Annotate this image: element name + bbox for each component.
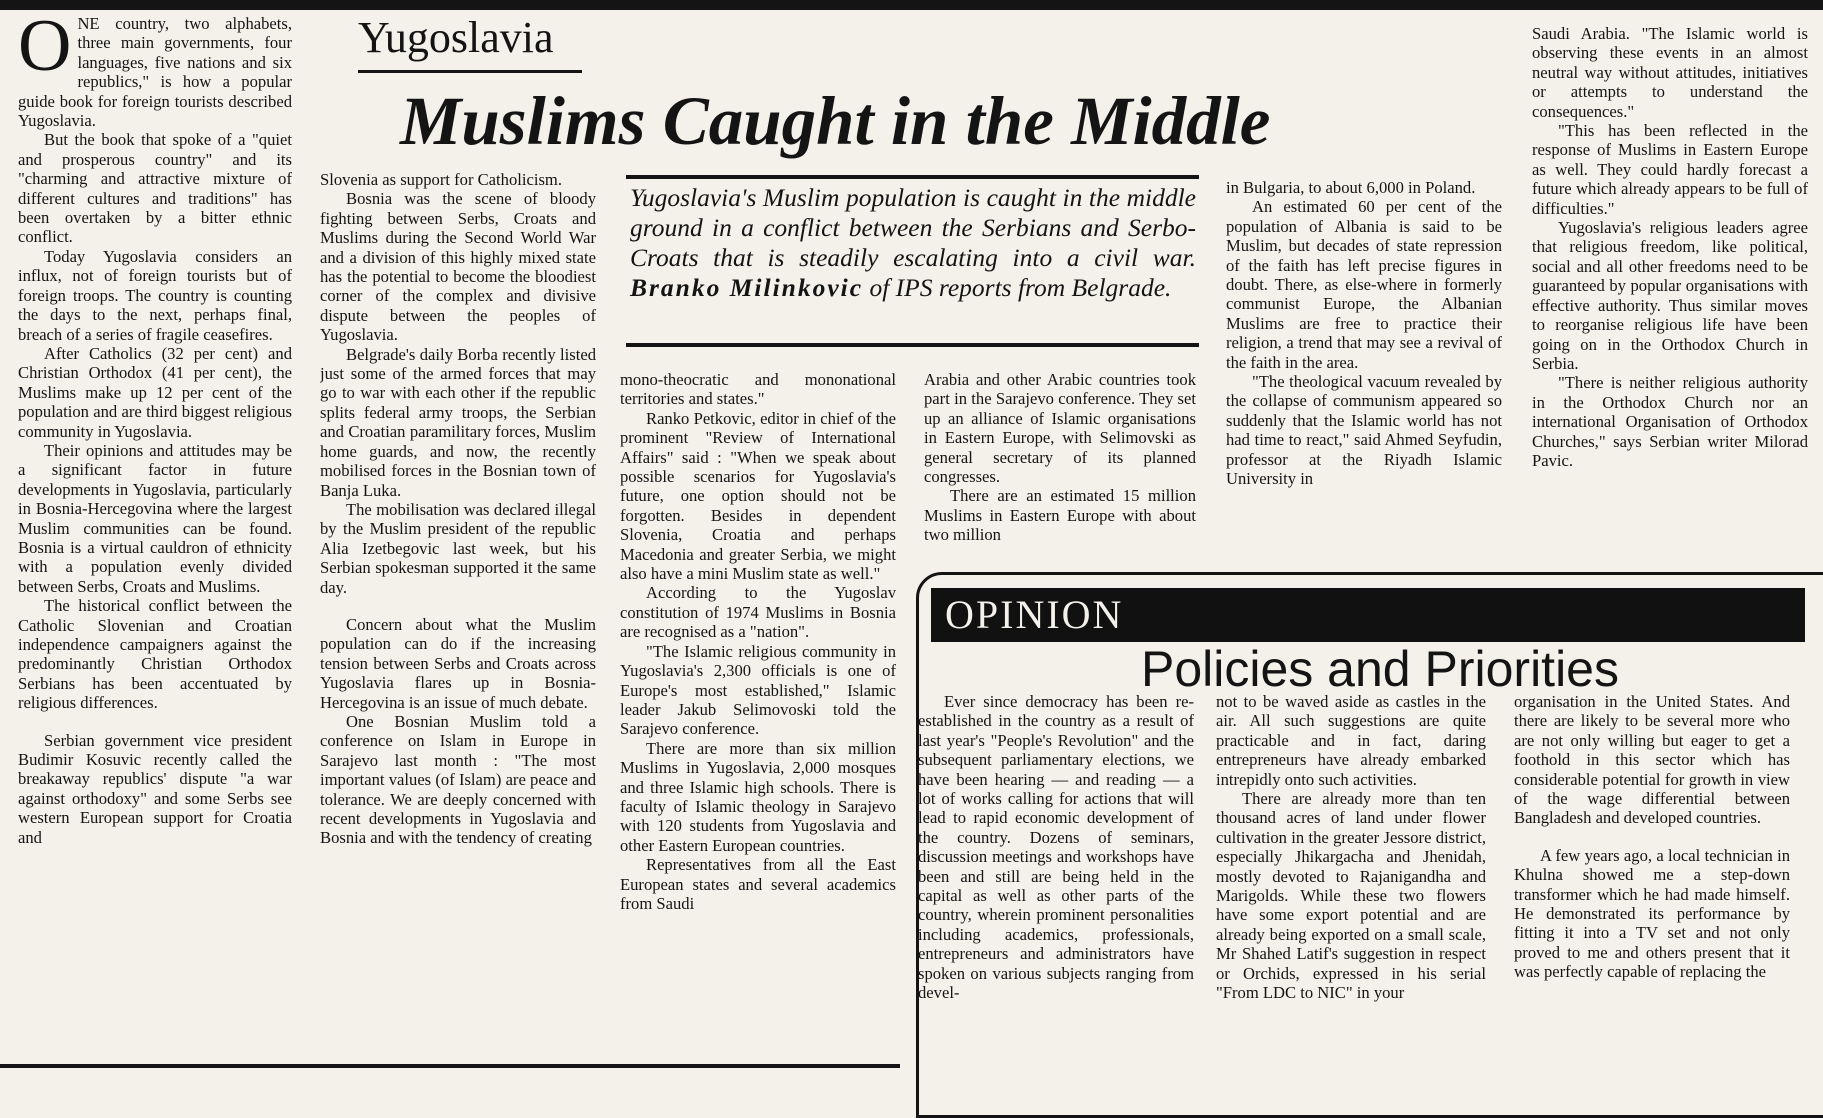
opinion-column-2 <box>1216 692 1486 1074</box>
article-paragraph: There are already more than ten thousand acres of land under flower cultivation in the greater Jessore district, especially Jhikargacha and Jhenidah, mostly devoted to Rajanigandha and Marigolds. While these two flowers have some export potential and are already being exported on a small scale, Mr Shahed Latif's suggestion in respect or Orchids, expressed in his serial "From LDC to NIC" in your <box>1216 789 1486 1003</box>
opinion-column-1 <box>918 692 1194 1074</box>
article-paragraph: One Bosnian Muslim told a conference on Islam in Europe in Sarajevo last month : "The most important values (of Islam) are peace and tolerance. We are deeply concerned with recent developments in Yugoslavia and Bosnia and with the tendency of creating <box>320 711 596 848</box>
article-paragraph: The historical conflict between the Catholic Slovenian and Croatian independence campaigners against the predominantly Christian Orthodox Serbians has been accentuated by religious differences. <box>18 596 292 713</box>
article-paragraph: Saudi Arabia. "The Islamic world is observing these events in an almost neutral way without attitudes, initiatives or attempts to understand the consequences." <box>1532 24 1808 121</box>
opinion-column-3 <box>1514 692 1790 1074</box>
article-column-3 <box>620 370 896 1064</box>
article-paragraph: "This has been reflected in the response of Muslims in Eastern Europe as well. They could hardly forecast a future which already appears to be full of difficulties." <box>1532 121 1808 218</box>
article-paragraph: Ever since democracy has been re-established in the country as a result of last year's "People's Revolution" and the subsequent parliamentary elections, we have been hearing — and reading — a lot of works calling for actions that will lead to rapid economic development of the country. Dozens of seminars, discussion meetings and workshops have been and still are being held in the capital as well as other parts of the country, wherein prominent personalities including academics, professionals, entrepreneurs and administrators have spoken on various subjects ranging from devel- <box>918 692 1194 1003</box>
article-paragraph: Ranko Petkovic, editor in chief of the prominent "Review of International Affairs" said : "When we speak about possible scenarios for Yugoslavia's future, one option should not be forgotten. Besides in dependent Slovenia, Croatia and perhaps Macedonia and greater Serbia, we might also have a mini Muslim state as well." <box>620 408 896 584</box>
byline-rest: of IPS reports from Belgrade. <box>869 273 1172 302</box>
deck: Yugoslavia's Muslim population is caught in the middle ground in a conflict between the Serbians and Serbo-Croats that is steadily escalating into a civil war. Branko Milinkovic of IPS reports from Belgrade. <box>630 183 1196 302</box>
article-paragraph: Today Yugoslavia considers an influx, not of foreign tourists but of foreign troops. The country is counting the days to the next, perhaps final, breach of a series of fragile ceasefires. <box>18 246 292 344</box>
article-paragraph: not to be waved aside as castles in the air. All such suggestions are quite practicable and in fact, daring entrepreneurs have already embarked intrepidly onto such activities. <box>1216 692 1486 789</box>
article-paragraph: "The theological vacuum revealed by the collapse of communism appeared so suddenly that the Islamic world has not had time to react," said Ahmed Seyfudin, professor at the Riyadh Islamic University in <box>1226 372 1502 489</box>
article-column-5 <box>1226 178 1502 566</box>
opinion-title: Policies and Priorities <box>1141 641 1619 697</box>
article-paragraph: Arabia and other Arabic countries took part in the Sarajevo conference. They set up an alliance of Islamic organisations in Eastern Europe, with Selimovski as general secretary of its planned congresses. <box>924 370 1196 487</box>
article-paragraph: Serbian government vice president Budimir Kosuvic recently called the breakaway republics' dispute "a war against orthodoxy" and some Serbs see western European support for Croatia and <box>18 730 292 847</box>
article-paragraph: Representatives from all the East European states and several academics from Saudi <box>620 855 896 913</box>
section-rule <box>358 70 582 73</box>
article-paragraph: organisation in the United States. And there are likely to be several more who are not only willing but eager to get a foothold in this sector which has considerable potential for growth in view of the wage differential between Bangladesh and developed countries. <box>1514 692 1790 828</box>
article-paragraph: There are an estimated 15 million Muslims in Eastern Europe with about two million <box>924 486 1196 545</box>
opinion-label: OPINION <box>945 592 1124 637</box>
article-paragraph: A few years ago, a local technician in Khulna showed me a step-down transformer which he had made himself. He demonstrated its performance by fitting it into a TV set and not only proved to me and others present that it was perfectly capable of replacing the <box>1514 845 1790 982</box>
article-paragraph: Concern about what the Muslim population can do if the increasing tension between Serbs and Croats across Yugoslavia flares up in Bosnia-Hercegovina is an issue of much debate. <box>320 614 596 712</box>
article-paragraph: After Catholics (32 per cent) and Christian Orthodox (41 per cent), the Muslims make up 12 per cent of the population and are third biggest religious community in Yugoslavia. <box>18 343 292 441</box>
article-paragraph: According to the Yugoslav constitution of 1974 Muslims in Bosnia are recognised as a "nation". <box>620 583 896 642</box>
drop-cap: O <box>18 14 72 87</box>
article-column-1 <box>18 14 292 1064</box>
top-rule <box>0 0 1823 10</box>
article-paragraph: There are more than six million Muslims in Yugoslavia, 2,000 mosques and three Islamic high schools. There is faculty of Islamic theology in Sarajevo with 120 students from Yugoslavia and other Eastern European countries. <box>620 738 896 855</box>
article-paragraph: The mobilisation was declared illegal by the Muslim president of the republic Alia Izetbegovic last week, but his Serbian spokesman supported it the same day. <box>320 499 596 597</box>
deck-rule-top <box>626 175 1199 179</box>
headline: Muslims Caught in the Middle <box>400 83 1271 159</box>
article-column-6 <box>1532 24 1808 570</box>
bottom-rule <box>0 1064 900 1068</box>
article-paragraph: An estimated 60 per cent of the population of Albania is said to be Muslim, but decades of state repression of the faith has left precise figures in doubt. There, as else-where in formerly communist Europe, the Albanian Muslims are free to practice their religion, a trend that may see a revival of the faith in the area. <box>1226 197 1502 372</box>
article-paragraph: Their opinions and attitudes may be a significant factor in future developments in Yugoslavia, particularly in Bosnia-Hercegovina where the largest Muslim communities can be found. Bosnia is a virtual cauldron of ethnicity with a population evenly divided between Serbs, Croats and Muslims. <box>18 440 292 596</box>
byline-name: Branko Milinkovic <box>630 273 864 302</box>
article-column-4 <box>924 370 1196 566</box>
article-paragraph: ONE country, two alphabets, three main governments, four languages, five nations and six republics," is how a popular guide book for foreign tourists described Yugoslavia. <box>18 14 292 131</box>
article-paragraph: in Bulgaria, to about 6,000 in Poland. <box>1226 178 1476 197</box>
section-label: Yugoslavia <box>358 13 554 62</box>
deck-rule-bottom <box>626 343 1199 347</box>
article-paragraph: "There is neither religious authority in the Orthodox Church nor an international Organisation of Orthodox Churches," says Serbian writer Milorad Pavic. <box>1532 373 1808 470</box>
article-paragraph: Belgrade's daily Borba recently listed just some of the armed forces that may go to war with each other if the republic splits federal army troops, the Serbian and Croatian paramilitary forces, Muslim home guards, and now, the recently mobilised forces in the Bosnian town of Banja Luka. <box>320 344 596 500</box>
article-paragraph: Bosnia was the scene of bloody fighting between Serbs, Croats and Muslims during the Second World War and a division of this highly mixed state has the potential to become the bloodiest corner of the complex and divisive dispute between the peoples of Yugoslavia. <box>320 189 596 345</box>
article-paragraph: Slovenia as support for Catholicism. <box>320 170 562 189</box>
article-paragraph: "The Islamic religious community in Yugoslavia's 2,300 officials is one of Europe's most established," Islamic leader Jakub Selimovoski told the Sarajevo conference. <box>620 641 896 739</box>
article-paragraph: But the book that spoke of a "quiet and prosperous country" and its "charming and attractive mixture of different cultures and traditions" has been overtaken by a bitter ethnic conflict. <box>18 130 292 247</box>
article-paragraph: mono-theocratic and mononational territories and states." <box>620 370 896 409</box>
article-column-2 <box>320 170 596 1064</box>
article-paragraph: Yugoslavia's religious leaders agree that religious freedom, like political, social and all other freedoms need to be guaranteed by popular organisations with effective authority. Thus similar moves to reorganise religious life have been going on in the Orthodox Church in Serbia. <box>1532 218 1808 373</box>
